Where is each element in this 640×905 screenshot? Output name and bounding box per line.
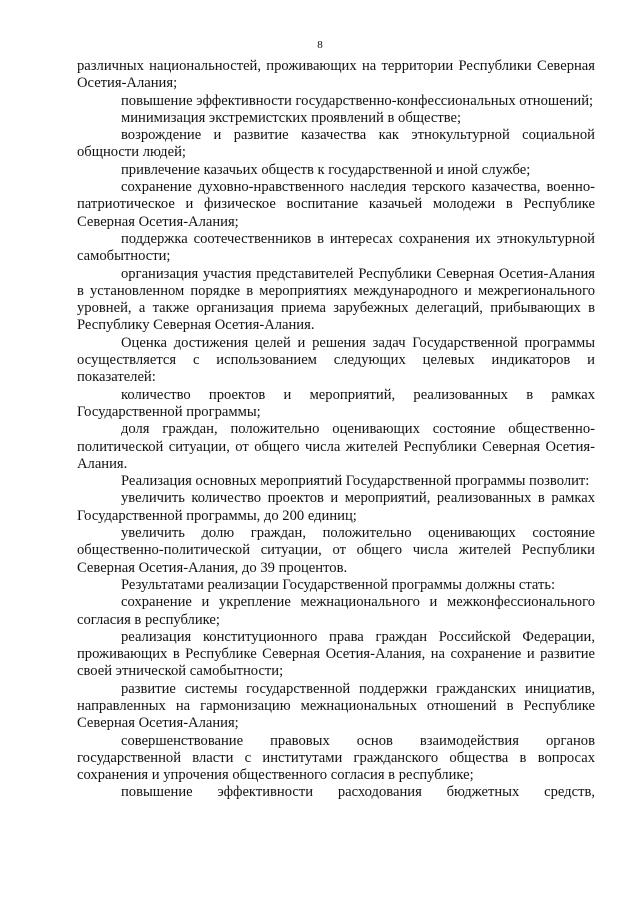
list-item: количество проектов и мероприятий, реализованных в рамках Государственной программы; (77, 386, 595, 420)
paragraph: Результатами реализации Государственной программы должны стать: (121, 576, 556, 593)
list-item: поддержка соотечественников в интересах сохранения их этнокультурной самобытности; (77, 230, 595, 265)
paragraph-continuation: различных национальностей, проживающих на территории Республики Северная Осетия-Алания; (77, 58, 595, 92)
list-item: доля граждан, положительно оценивающих состояние общественно-политической ситуации, от общего числа жителей Республики Северная Осетия-Алания. (77, 421, 595, 472)
list-item: сохранение и укрепление межнационального и межконфессионального согласия в республике; (77, 594, 595, 628)
list-item: повышение эффективности расходования бюджетных средств, (121, 784, 595, 801)
page-number: 8 (317, 39, 323, 51)
list-item: реализация конституционного права граждан Российской Федерации, проживающих в Республике Северная Осетия-Алания, на сохранение и развитие своей этнической самобытности; (77, 628, 595, 680)
list-item: привлечение казачьих обществ к государственной и иной службе; (121, 161, 531, 178)
list-item: совершенствование правовых основ взаимодействия органов государственной власти с институтами гражданского общества в вопросах сохранения и упрочения общественного согласия в республике; (77, 732, 595, 784)
paragraph: Реализация основных мероприятий Государственной программы позволит: (121, 473, 590, 490)
list-item: возрождение и развитие казачества как этнокультурной социальной общности людей; (77, 127, 595, 161)
document-body (77, 58, 595, 802)
list-item: повышение эффективности государственно-конфессиональных отношений; (121, 92, 594, 109)
paragraph: Оценка достижения целей и решения задач Государственной программы осуществляется с использованием следующих целевых индикаторов и показателей: (77, 334, 595, 386)
list-item: сохранение духовно-нравственного наследия терского казачества, военно-патриотическое и физическое воспитание казачьей молодежи в Республике Северная Осетия-Алания; (77, 179, 595, 230)
list-item: организация участия представителей Республики Северная Осетия-Алания в установленном порядке в мероприятиях международного и межрегионального уровней, а также организация приема зарубежных делегаций, прибывающих в Республику Северная Осетия-Алания. (77, 265, 595, 334)
list-item: минимизация экстремистских проявлений в обществе; (121, 109, 462, 126)
list-item: увеличить долю граждан, положительно оценивающих состояние общественно-политической ситуации, от общего числа жителей Республики Северная Осетия-Алания, до 39 процентов. (77, 525, 595, 576)
list-item: увеличить количество проектов и мероприятий, реализованных в рамках Государственной программы, до 200 единиц; (77, 490, 595, 524)
list-item: развитие системы государственной поддержки гражданских инициатив, направленных на гармонизацию межнациональных отношений в Республике Северная Осетия-Алания; (77, 680, 595, 732)
